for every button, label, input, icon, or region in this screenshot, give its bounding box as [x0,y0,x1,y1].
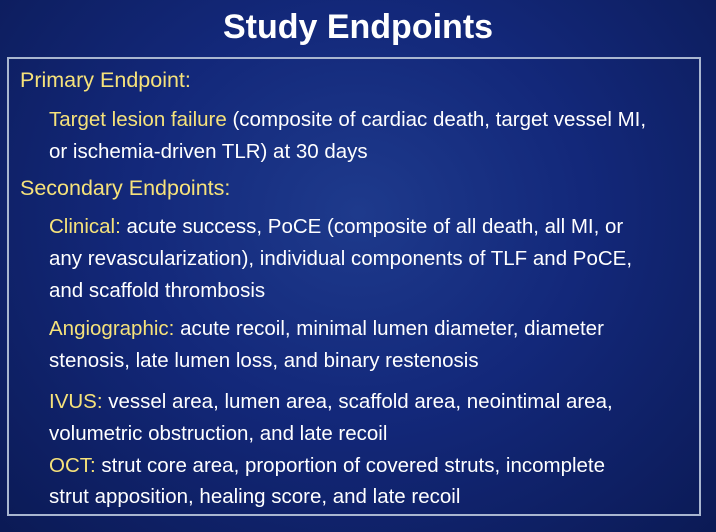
clinical-line-3: and scaffold thrombosis [49,279,266,302]
clinical-line-1 [49,211,623,242]
ivus-line-2: volumetric obstruction, and late recoil [49,422,388,445]
primary-endpoint-line-2: or ischemia-driven TLR) at 30 days [49,140,368,163]
angiographic-label: Angiographic: [49,317,175,340]
angiographic-line-2: stenosis, late lumen loss, and binary restenosis [49,349,479,372]
ivus-label: IVUS: [49,390,103,413]
primary-endpoint-heading: Primary Endpoint: [20,68,191,92]
oct-text-1: strut core area, proportion of covered struts, incomplete [95,454,606,477]
clinical-text-1: acute success, PoCE (composite of all death, all MI, or [120,215,624,238]
ivus-text-1: vessel area, lumen area, scaffold area, neointimal area, [102,390,613,413]
primary-endpoint-line-1 [49,104,646,135]
clinical-line-2: any revascularization), individual components of TLF and PoCE, [49,247,633,270]
oct-line-2: strut apposition, healing score, and late recoil [49,485,461,508]
slide-title: Study Endpoints [222,8,494,46]
clinical-label: Clinical: [49,215,121,238]
secondary-endpoints-heading: Secondary Endpoints: [20,176,231,200]
primary-endpoint-text-1: (composite of cardiac death, target vessel MI, [226,108,647,131]
angiographic-text-1: acute recoil, minimal lumen diameter, diameter [174,317,604,340]
primary-endpoint-label: Target lesion failure [49,108,227,131]
oct-label: OCT: [49,454,96,477]
oct-line-1 [49,450,605,481]
ivus-line-1 [49,386,613,417]
angiographic-line-1 [49,313,604,344]
